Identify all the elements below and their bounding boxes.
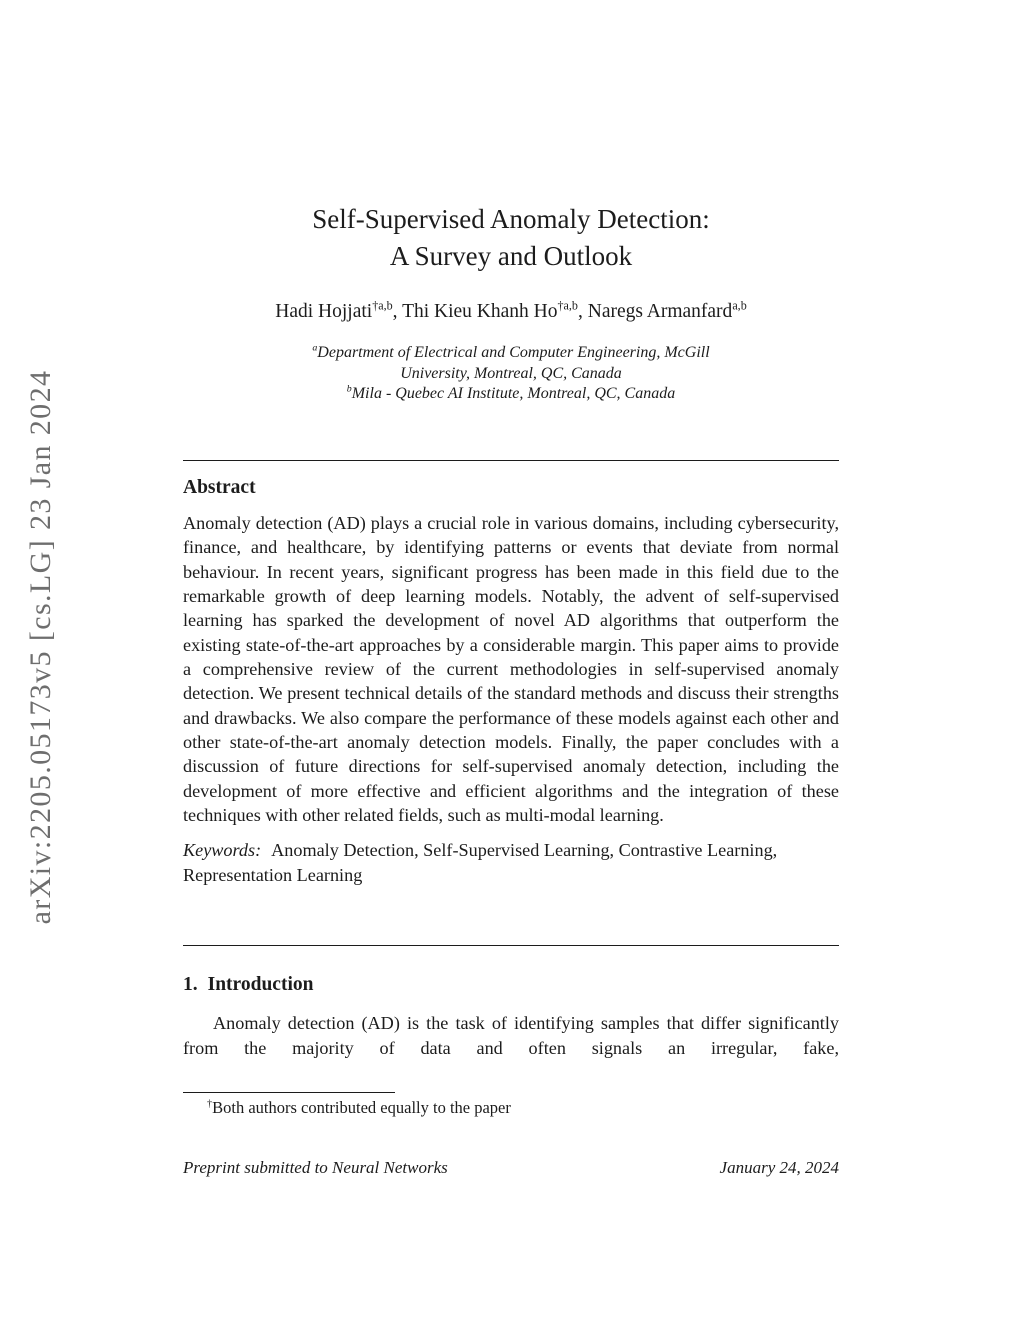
affiliation-list: [183, 343, 839, 405]
keywords-text: Anomaly Detection, Self-Supervised Learning, Contrastive Learning, Representation Learning: [183, 840, 778, 885]
author-superscript: a,b: [732, 298, 747, 313]
title-line-1: Self-Supervised Anomaly Detection:: [312, 204, 710, 234]
title-line-2: A Survey and Outlook: [389, 241, 633, 271]
author-superscript: †a,b: [557, 298, 578, 313]
author-name: Hadi Hojjati: [275, 301, 373, 322]
keywords-label: Keywords:: [183, 840, 262, 861]
abstract-heading: Abstract: [183, 477, 256, 498]
author-list: [183, 298, 839, 323]
affiliation-item: [276, 343, 746, 384]
section-number: 1.: [183, 974, 198, 995]
section-heading-introduction: [183, 974, 313, 996]
abstract-top-divider: [183, 460, 839, 461]
author-name: Naregs Armanfard: [587, 301, 733, 322]
affiliation-item: [183, 384, 839, 405]
abstract-block: [183, 511, 839, 887]
author: [275, 298, 403, 322]
author-separator: ,: [577, 301, 588, 322]
footnote-divider: [183, 1092, 395, 1093]
author-superscript: †a,b: [372, 298, 393, 313]
author-separator: ,: [392, 301, 403, 322]
footnote: [183, 1098, 839, 1118]
affiliation-marker: a: [312, 342, 318, 354]
author: [587, 298, 747, 322]
arxiv-watermark: [24, 347, 68, 947]
paper-title: [183, 201, 839, 275]
abstract-bottom-divider: [183, 945, 839, 946]
affiliation-marker: b: [346, 383, 352, 395]
arxiv-watermark-text: arXiv:2205.05173v5 [cs.LG] 23 Jan 2024: [24, 369, 57, 925]
footnote-marker: †: [207, 1098, 213, 1110]
page-footer: [183, 1158, 839, 1178]
intro-paragraph: Anomaly detection (AD) is the task of identifying samples that differ significantly from the majority of data and often signals an irregular, fake,: [183, 1013, 839, 1058]
author: [402, 298, 588, 322]
footnote-text: Both authors contributed equally to the paper: [212, 1098, 511, 1117]
footer-left: Preprint submitted to Neural Networks: [183, 1158, 448, 1177]
section-title: Introduction: [207, 974, 314, 995]
affiliation-text: Department of Electrical and Computer Engineering, McGill University, Montreal, QC, Canada: [317, 344, 710, 382]
abstract-body: Anomaly detection (AD) plays a crucial role in various domains, including cybersecurity, finance, and healthcare, by identifying patterns or events that deviate from normal behaviour. In recent years, significant progress has been made in this field due to the remarkable growth of deep learning models. Notably, the advent of self-supervised learning has sparked the development of novel AD algorithms that outperform the existing state-of-the-art approaches by a considerable margin. This paper aims to provide a comprehensive review of the current methodologies in self-supervised anomaly detection. We present technical details of the standard methods and discuss their strengths and drawbacks. We also compare the performance of these models against each other and other state-of-the-art anomaly detection models. Finally, the paper concludes with a discussion of future directions for self-supervised anomaly detection, including the development of more effective and efficient algorithms and the integration of these techniques with other related fields, such as multi-modal learning.: [183, 513, 839, 826]
author-name: Thi Kieu Khanh Ho: [402, 301, 558, 322]
footer-right: January 24, 2024: [719, 1158, 839, 1177]
keywords-line: [183, 838, 839, 887]
affiliation-text: Mila - Quebec AI Institute, Montreal, QC, Canada: [351, 385, 676, 402]
